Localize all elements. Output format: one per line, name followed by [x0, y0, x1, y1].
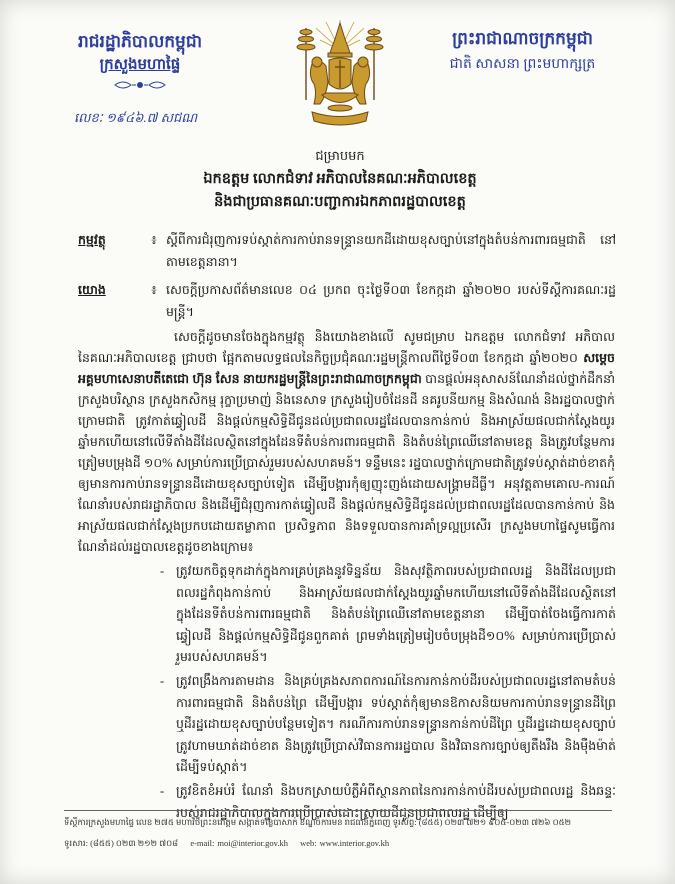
reference-number: លេខៈ ១៩៤៦.៧ សជណ: [74, 110, 198, 125]
bullet-marker: -: [160, 784, 165, 798]
footer-divider: [64, 810, 612, 811]
footer-email-label: e-mail:: [190, 838, 215, 848]
emblem-crown: [328, 23, 352, 57]
reference-row: [78, 279, 618, 325]
reference-label: យោង: [78, 283, 106, 297]
recipient-line-2: និងជាប្រធានគណៈបញ្ជាការឯកភាពរដ្ឋបាលខេត្ត: [214, 194, 466, 210]
ornament-divider-icon: [113, 79, 167, 91]
list-item: [158, 671, 616, 779]
body-paragraph-bold: សម្តេចអគ្គមហាសេនាបតីតេជោ ហ៊ុន សែន នាយករដ្ឋមន្ត្រីនៃព្រះរាជាណាចក្រកម្ពុជា: [78, 351, 615, 386]
body-paragraph-part-2: បានផ្តល់អនុសាសន៍ណែនាំដល់ថ្នាក់ដឹកនាំក្រសួងបរិស្ថាន ក្រសួងកសិកម្ម រុក្ខាប្រមាញ់ និងនេសាទ ក្រសួងរៀបចំដែនដី នគរូបនីយកម្ម និងសំណង់ និងរដ្ឋបាលថ្នាក់ក្រោមជាតិ ត្រូវកាត់ឆ្វៀលដី និងផ្តល់កម្មសិទ្ធិដីជូនដល់ប្រជាពលរដ្ឋដែលបានកាន់កាប់ និងអាស្រ័យផលជាក់ស្តែងយូរឆ្នាំមកហើយនៅលើទីតាំងដីដែលស្ថិតនៅក្នុងដែនទីតំបន់ការពារធម្មជាតិ និងតំបន់ព្រៃឈើនៅតាមខេត្ត និងត្រូវបន្ថែមការត្រៀមបម្រុងដី ១០% សម្រាប់ការប្រើប្រាស់រួមរបស់សហគមន៍។ ទន្ទឹមនេះ រដ្ឋបាលថ្នាក់ក្រោមជាតិត្រូវទប់ស្កាត់ដាច់ខាតកុំឲ្យមានការកាប់រានទន្ទ្រានដីដោយខុសច្បាប់ទៀត ដើម្បីបង្ការកុំឲ្យញុះញង់ដោយសង្គ្រាមដីធ្លី។ អនុវត្តតាមគោល-ការណ៍ណែនាំរបស់រាជរដ្ឋាភិបាល និងដើម្បីជំរុញការកាត់ឆ្វៀលដី និងផ្តល់កម្មសិទ្ធិដីជូនដល់ប្រជាពលរដ្ឋដែលបានកាន់កាប់ និងអាស្រ័យផលជាក់ស្តែងប្រកបដោយតម្លាភាព ប្រសិទ្ធភាព និងទទួលបានការគាំទ្រល្អប្រសើរ ក្រសួងមហាផ្ទៃសូមធ្វើការណែនាំដល់រដ្ឋបាលខេត្តដូចខាងក្រោម៖: [78, 372, 616, 554]
reference-text: សេចក្តីប្រកាសព័ត៌មានលេខ ០៤ ប្រកព ចុះថ្ងៃទី០៣ ខែកក្កដា ឆ្នាំ២០២០ របស់ទីស្តីការគណៈរដ្ឋមន្ត្រី។: [166, 283, 616, 319]
emblem-banner: [312, 112, 368, 125]
subject-colon: ៖: [151, 233, 157, 247]
subject-label: កម្មវត្ថុ: [78, 233, 106, 247]
royal-coat-of-arms-icon: [288, 20, 392, 130]
footer-web-block: [300, 838, 389, 848]
list-item-text: ត្រូវយកចិត្តទុកដាក់ក្នុងការគ្រប់គ្រងនូវទិន្នន័យ និងសុវត្ថិភាពរបស់ប្រជាពលរដ្ឋ និងដីដែលប្រជាពលរដ្ឋកំពុងកាន់កាប់ និងអាស្រ័យផលជាក់ស្តែងយូរឆ្នាំមកហើយនៅលើទីតាំងដីដែលស្ថិតនៅក្នុងដែនទីតំបន់ការពារធម្មជាតិ និងតំបន់ព្រៃឈើនៅតាមខេត្តនានា ដើម្បីបាត់ចែងធ្វើការកាត់ឆ្វៀលដី និងផ្តល់កម្មសិទ្ធិដីជូនពួកគាត់ ព្រមទាំងត្រៀមរៀបចំបម្រុងដី១០% សម្រាប់ការប្រើប្រាស់រួមរបស់សហគមន៍។: [176, 564, 616, 664]
government-title: រាជរដ្ឋាភិបាលកម្ពុជា: [77, 32, 203, 51]
recipient-line-1: ឯកឧត្តម លោកជំទាវ អភិបាលនៃគណៈអភិបាលខេត្ត: [203, 171, 477, 187]
reference-colon: ៖: [151, 283, 157, 297]
ministry-title: ក្រសួងមហាផ្ទៃ: [99, 57, 181, 73]
footer-contacts: [64, 836, 612, 850]
list-item: [158, 561, 616, 669]
body-paragraph-part-1: សេចក្តីដូចមានចែងក្នុងកម្មវត្ថុ និងយោងខាងលើ សូមជម្រាប ឯកឧត្តម លោកជំទាវ អភិបាលនៃគណៈអភិបាលខេត្ត ជ្រាបថា ផ្អែកតាមលទ្ធផលនៃកិច្ចប្រជុំគណៈរដ្ឋមន្ត្រីកាលពីថ្ងៃទី០៣ ខែកក្កដា ឆ្នាំ២០២០: [78, 330, 615, 365]
list-item-text: ត្រូវខិតខំអប់រំ ណែនាំ និងបកស្រាយបំភ្លឺអំពីស្ថានភាពនៃការកាន់កាប់ដីរបស់ប្រជាពលរដ្ឋ និងឆន្ទៈរបស់រាជរដ្ឋាភិបាលក្នុងការប្រើប្រាស់ដោះស្រាយដីជូនប្រជាពលរដ្ឋ ដើម្បីឲ្យ: [176, 784, 616, 820]
header-right: [420, 26, 625, 76]
salutation: ជម្រាបមក: [315, 148, 365, 163]
footer-email-block: [190, 838, 288, 848]
footer-address: ទីស្តីការក្រសួងមហាផ្ទៃ លេខ ២៧៥ មហាវិថីព្រះនរោត្តម សង្កាត់ទន្លេបាសាក់ ខណ្ឌចំការមន រាជធានីភ្នំពេញ ទូរស័ព្ទ: (៨៥៥) ០២៣ ៧២១ ៩០៥-០២៣ ៧២៦ ០៥២: [64, 817, 572, 827]
list-item-text: ត្រូវពង្រឹងការតាមដាន និងគ្រប់គ្រងសភាពការណ៍នៃការកាន់កាប់ដីរបស់ប្រជាពលរដ្ឋនៅតាមតំបន់ការពារធម្មជាតិ និងតំបន់ព្រៃ ដើម្បីបង្ការ ទប់ស្កាត់កុំឲ្យមានឱកាសនិយមការកាប់រានទន្ទ្រានដីព្រៃ ឬដីរដ្ឋដោយខុសច្បាប់បន្ថែមទៀត។ ករណីការកាប់រានទន្ទ្រានកាន់កាប់ដីព្រៃ ឬដីរដ្ឋដោយខុសច្បាប់ ត្រូវហាមឃាត់ដាច់ខាត និងត្រូវប្រើប្រាស់វិធានការរដ្ឋបាល និងវិធានការច្បាប់ឲ្យតឹងរឹង និងម៉ឺងម៉ាត់ដើម្បីទប់ស្កាត់។: [176, 674, 616, 774]
body-paragraph: [78, 327, 615, 559]
subject-row: [78, 229, 618, 275]
emblem-pedestal: [322, 93, 358, 111]
footer-email: moi@interior.gov.kh: [217, 838, 288, 848]
bullet-marker: -: [160, 674, 165, 688]
national-motto: ជាតិ សាសនា ព្រះមហាក្សត្រ: [449, 57, 596, 72]
bullet-marker: -: [160, 564, 165, 578]
footer-fax: ទូរសារ: (៨៥៥) ០២៣ ២១២ ៧០៨: [64, 838, 179, 848]
header-left: [50, 30, 230, 91]
footer-web-label: web:: [300, 838, 317, 848]
footer-web: www.interior.gov.kh: [319, 838, 390, 848]
subject-text: ស្តីពីការជំរុញការទប់ស្កាត់ការកាប់រានទន្ទ្រានយកដីដោយខុសច្បាប់នៅក្នុងតំបន់ការពារធម្មជាតិ នៅតាមខេត្តនានា។: [166, 233, 616, 269]
instruction-list: [158, 561, 616, 820]
kingdom-title: ព្រះរាជាណាចក្រកម្ពុជា: [452, 29, 593, 48]
emblem-shield: [329, 58, 351, 89]
